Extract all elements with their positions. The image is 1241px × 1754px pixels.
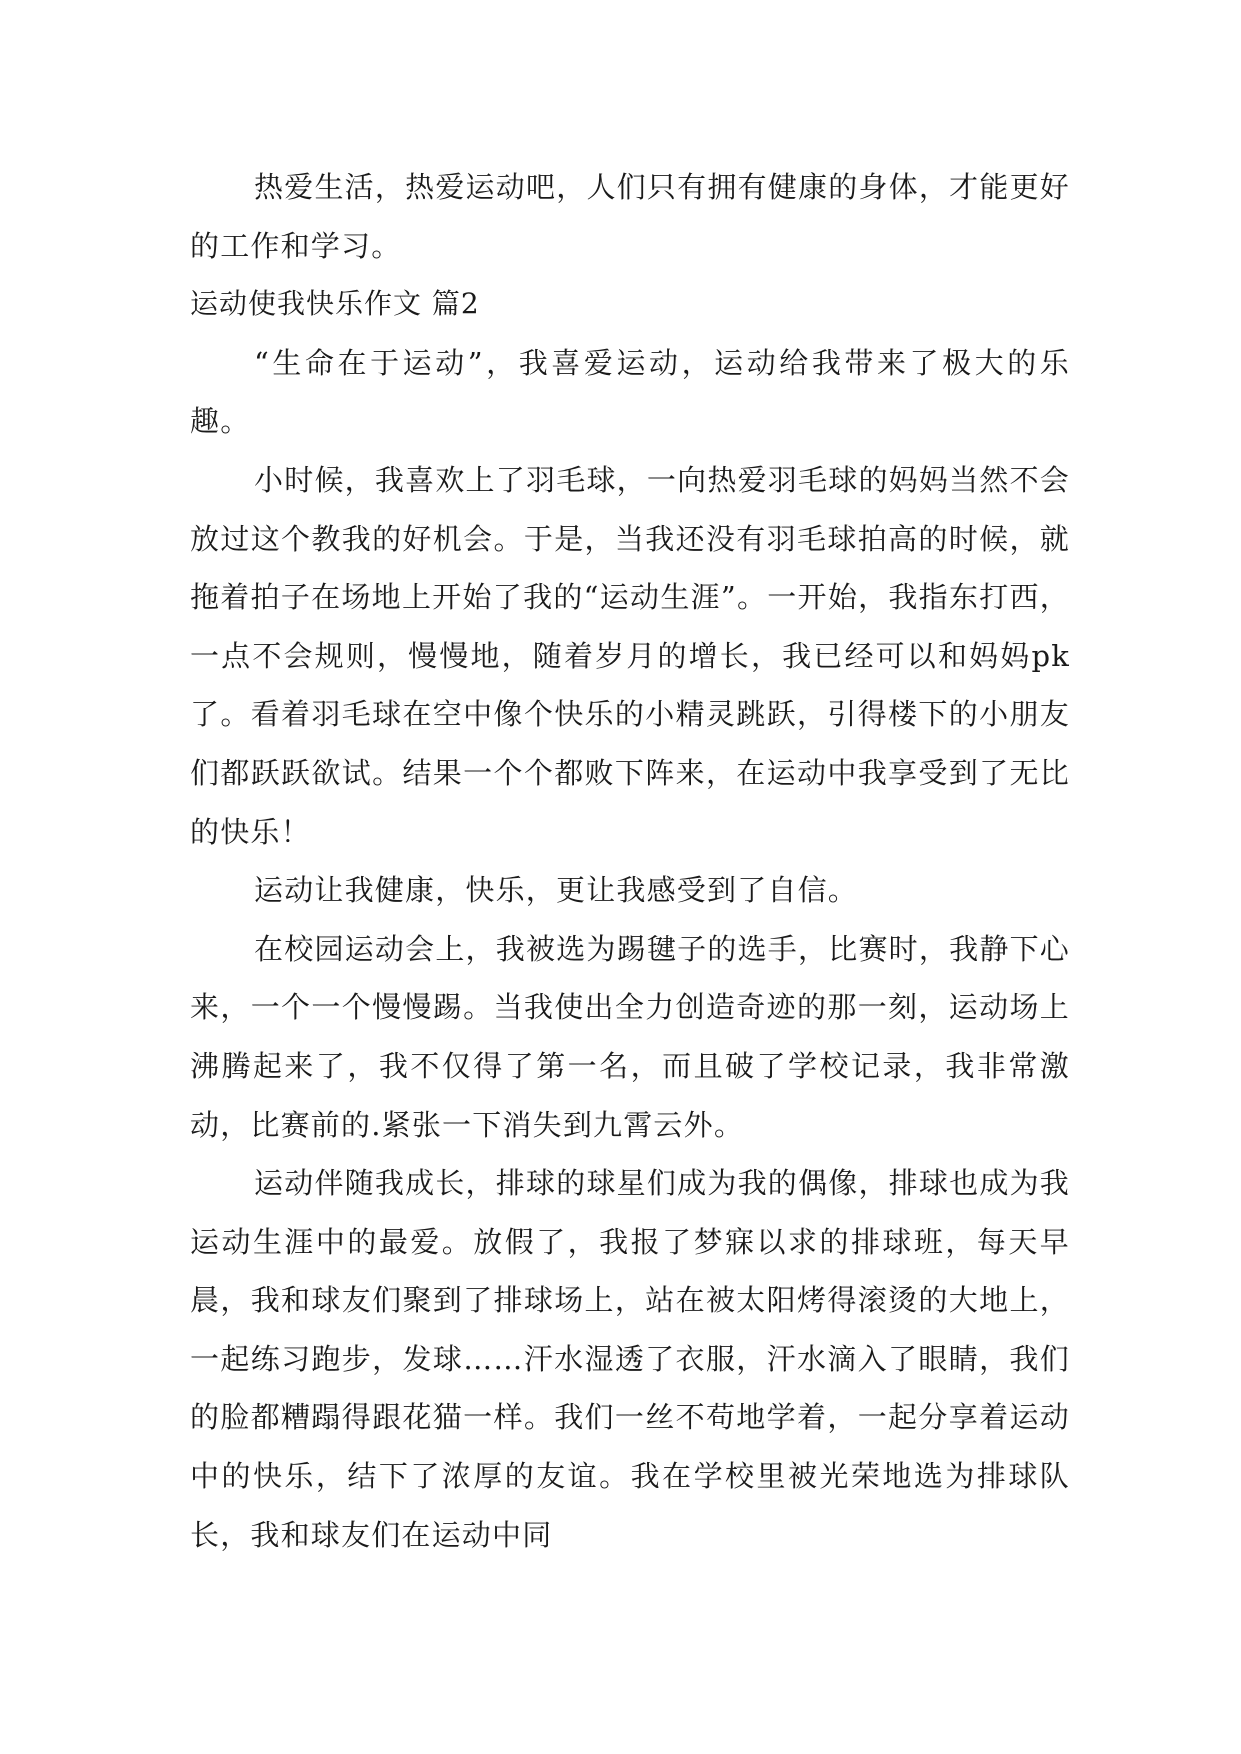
paragraph: 运动让我健康，快乐，更让我感受到了自信。 (254, 873, 859, 908)
document-page (190, 158, 1070, 1564)
section-heading: 运动使我快乐作文 篇2 (190, 287, 480, 321)
paragraph: 小时候，我喜欢上了羽毛球，一向热爱羽毛球的妈妈当然不会放过这个教我的好机会。于是，当我还没有羽毛球拍高的时候，就拖着拍子在场地上开始了我的“运动生涯”。一开始，我指东打西，一点不会规则，慢慢地，随着岁月的增长，我已经可以和妈妈pk了。看着羽毛球在空中像个快乐的小精灵跳跃，引得楼下的小朋友们都跃跃欲试。结果一个个都败下阵来，在运动中我享受到了无比的快乐！ (190, 462, 1070, 849)
paragraph: 在校园运动会上，我被选为踢毽子的选手，比赛时，我静下心来，一个一个慢慢踢。当我使出全力创造奇迹的那一刻，运动场上沸腾起来了，我不仅得了第一名，而且破了学校记录，我非常激动，比赛前的.紧张一下消失到九霄云外。 (190, 931, 1070, 1142)
paragraph: “生命在于运动”，我喜爱运动，运动给我带来了极大的乐趣。 (190, 345, 1070, 439)
paragraph: 运动伴随我成长，排球的球星们成为我的偶像，排球也成为我运动生涯中的最爱。放假了，我报了梦寐以求的排球班，每天早晨，我和球友们聚到了排球场上，站在被太阳烤得滚烫的大地上，一起练习跑步，发球……汗水湿透了衣服，汗水滴入了眼睛，我们的脸都糟蹋得跟花猫一样。我们一丝不苟地学着，一起分享着运动中的快乐，结下了浓厚的友谊。我在学校里被光荣地选为排球队长，我和球友们在运动中同 (190, 1166, 1070, 1552)
paragraph: 热爱生活，热爱运动吧，人们只有拥有健康的身体，才能更好的工作和学习。 (190, 170, 1070, 263)
